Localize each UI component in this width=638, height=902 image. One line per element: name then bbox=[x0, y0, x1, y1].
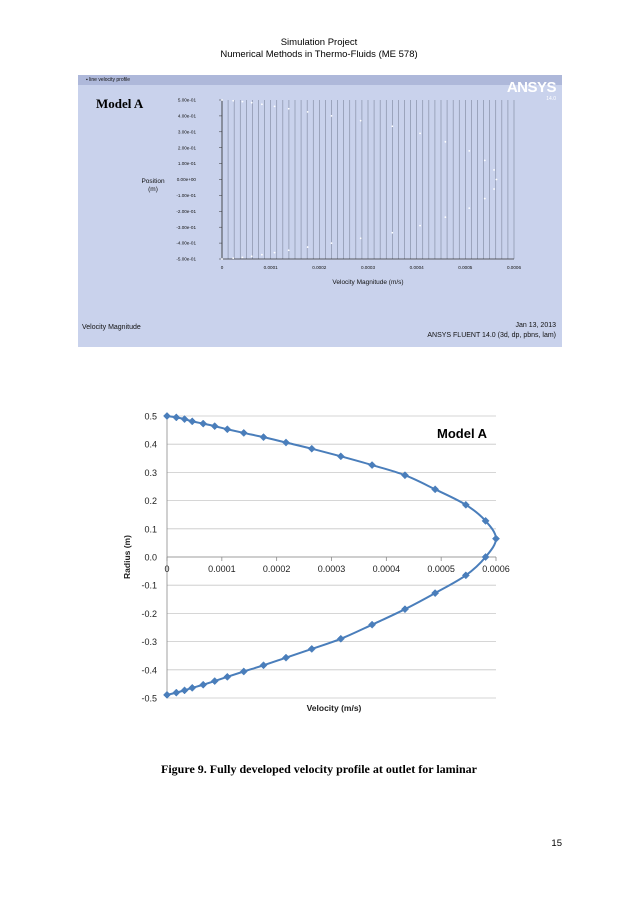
excel-data-marker bbox=[368, 461, 375, 468]
excel-data-marker bbox=[368, 621, 375, 628]
fluent-data-point bbox=[484, 198, 486, 200]
excel-y-tick-label: 0.3 bbox=[144, 467, 157, 478]
excel-data-marker bbox=[173, 689, 180, 696]
fluent-y-tick-label: -3.00e-01 bbox=[176, 224, 196, 230]
excel-x-tick-label: 0.0004 bbox=[372, 564, 401, 574]
fluent-x-tick-label: 0.0005 bbox=[458, 265, 473, 270]
fluent-data-point bbox=[331, 115, 333, 117]
excel-x-axis-title: Velocity (m/s) bbox=[306, 703, 362, 713]
fluent-y-tick-label: 1.00e-01 bbox=[177, 161, 196, 167]
fluent-data-point bbox=[232, 100, 234, 102]
excel-data-marker bbox=[260, 662, 267, 669]
fluent-y-tick-label: 2.00e-01 bbox=[177, 145, 196, 151]
fluent-data-point bbox=[232, 257, 234, 259]
fluent-data-point bbox=[468, 150, 470, 152]
fluent-data-point bbox=[251, 255, 253, 257]
excel-data-marker bbox=[211, 677, 218, 684]
fluent-data-point bbox=[444, 216, 446, 218]
ansys-version: 14.0 bbox=[546, 96, 556, 102]
fluent-x-title: Velocity Magnitude (m/s) bbox=[332, 279, 404, 286]
header-course-title: Numerical Methods in Thermo-Fluids (ME 578) bbox=[220, 49, 418, 60]
excel-y-tick-label: 0.0 bbox=[144, 552, 157, 563]
fluent-x-tick-label: 0.0004 bbox=[409, 265, 424, 270]
excel-data-marker bbox=[211, 423, 218, 430]
excel-x-tick-label: 0.0005 bbox=[427, 564, 455, 574]
fluent-y-tick-label: -4.00e-01 bbox=[176, 240, 196, 246]
fluent-y-tick-label: -5.00e-01 bbox=[176, 256, 196, 262]
fluent-x-tick-label: 0.0003 bbox=[360, 265, 376, 270]
fluent-plot-area bbox=[78, 85, 562, 315]
fluent-x-tick-label: 0.0006 bbox=[506, 265, 522, 270]
fluent-legend-label: line velocity profile bbox=[89, 77, 131, 83]
excel-data-marker bbox=[492, 535, 499, 542]
fluent-y-tick-label: -1.00e-01 bbox=[176, 193, 196, 198]
fluent-data-point bbox=[360, 120, 362, 122]
excel-y-axis-title: Radius (m) bbox=[122, 535, 132, 579]
fluent-data-point bbox=[221, 99, 223, 101]
fluent-y-tick-label: -2.00e-01 bbox=[176, 208, 196, 214]
fluent-y-tick-label: 0.00e+00 bbox=[176, 177, 196, 183]
excel-data-marker bbox=[260, 434, 267, 441]
fluent-data-point bbox=[331, 242, 333, 244]
fluent-x-tick-label: 0 bbox=[220, 265, 224, 270]
fluent-data-point bbox=[242, 257, 244, 259]
header-project-title: Simulation Project bbox=[280, 37, 358, 48]
excel-model-label: Model A bbox=[437, 426, 488, 441]
fluent-data-point bbox=[419, 132, 421, 134]
excel-data-marker bbox=[401, 606, 408, 613]
excel-data-marker bbox=[200, 420, 207, 427]
excel-data-marker bbox=[240, 429, 247, 436]
fluent-data-point bbox=[493, 169, 495, 171]
fluent-footer-variable: Velocity Magnitude bbox=[82, 324, 141, 331]
excel-data-marker bbox=[189, 418, 196, 425]
excel-y-tick-label: -0.4 bbox=[141, 665, 157, 676]
excel-y-tick-label: -0.5 bbox=[141, 693, 157, 704]
excel-data-marker bbox=[282, 654, 289, 661]
fluent-title-bar bbox=[78, 75, 562, 85]
excel-data-marker bbox=[337, 453, 344, 460]
ansys-logo: ANSYS bbox=[506, 79, 556, 96]
fluent-data-point bbox=[242, 101, 244, 103]
excel-data-marker bbox=[163, 691, 170, 698]
excel-y-tick-label: 0.5 bbox=[144, 411, 157, 422]
excel-y-tick-label: -0.1 bbox=[141, 580, 157, 591]
fluent-data-point bbox=[419, 225, 421, 227]
fluent-x-tick-label: 0.0002 bbox=[312, 265, 327, 270]
fluent-data-point bbox=[307, 111, 309, 113]
excel-data-marker bbox=[181, 416, 188, 423]
fluent-data-point bbox=[221, 258, 223, 260]
fluent-data-point bbox=[288, 249, 290, 251]
fluent-footer-solver: ANSYS FLUENT 14.0 (3d, dp, pbns, lam) bbox=[427, 332, 556, 339]
excel-x-tick-label: 0.0006 bbox=[482, 564, 510, 574]
fluent-data-point bbox=[251, 102, 253, 104]
excel-data-marker bbox=[163, 412, 170, 419]
excel-x-tick-label: 0.0002 bbox=[262, 564, 291, 574]
fluent-data-point bbox=[274, 105, 276, 107]
figure-caption: Figure 9. Fully developed velocity profile at outlet for laminar bbox=[161, 762, 477, 776]
fluent-data-point bbox=[307, 246, 309, 248]
fluent-footer-date: Jan 13, 2013 bbox=[515, 322, 556, 329]
excel-y-tick-label: -0.3 bbox=[141, 637, 157, 648]
fluent-data-point bbox=[274, 252, 276, 254]
fluent-y-title-line1: Position bbox=[141, 178, 165, 185]
excel-y-tick-label: 0.1 bbox=[144, 524, 157, 535]
excel-data-marker bbox=[308, 445, 315, 452]
excel-data-marker bbox=[224, 673, 231, 680]
excel-x-tick-label: 0.0003 bbox=[317, 564, 346, 574]
page-header bbox=[0, 37, 638, 61]
excel-data-marker bbox=[224, 426, 231, 433]
fluent-data-point bbox=[261, 103, 263, 105]
excel-data-marker bbox=[432, 486, 439, 493]
fluent-data-point bbox=[391, 232, 393, 234]
fluent-data-point bbox=[496, 179, 498, 181]
excel-data-marker bbox=[200, 681, 207, 688]
excel-y-tick-label: 0.4 bbox=[144, 439, 157, 450]
excel-x-tick-label: 0 bbox=[164, 564, 170, 574]
fluent-data-point bbox=[468, 207, 470, 209]
fluent-model-label: Model A bbox=[96, 96, 144, 111]
fluent-y-tick-label: 4.00e-01 bbox=[177, 113, 196, 119]
excel-data-marker bbox=[282, 439, 289, 446]
fluent-data-point bbox=[484, 160, 486, 162]
excel-data-marker bbox=[308, 645, 315, 652]
fluent-y-tick-label: 3.00e-01 bbox=[177, 129, 196, 135]
excel-series-line bbox=[167, 416, 496, 695]
fluent-footer-info bbox=[427, 321, 556, 341]
excel-velocity-chart bbox=[0, 400, 638, 720]
fluent-data-point bbox=[493, 188, 495, 190]
excel-y-tick-label: 0.2 bbox=[144, 496, 157, 507]
excel-y-tick-label: -0.2 bbox=[141, 608, 157, 619]
fluent-data-point bbox=[288, 108, 290, 110]
fluent-y-tick-label: 5.00e-01 bbox=[177, 97, 196, 103]
excel-data-marker bbox=[173, 414, 180, 421]
fluent-data-point bbox=[261, 254, 263, 256]
excel-data-marker bbox=[181, 687, 188, 694]
page-number: 15 bbox=[551, 838, 562, 849]
fluent-velocity-plot bbox=[78, 75, 562, 347]
fluent-legend: ▪ line velocity profile bbox=[86, 77, 131, 83]
fluent-data-point bbox=[360, 237, 362, 239]
fluent-x-tick-label: 0.0001 bbox=[263, 265, 278, 270]
fluent-y-title-line2: (m) bbox=[148, 186, 158, 193]
excel-x-tick-label: 0.0001 bbox=[208, 564, 236, 574]
excel-data-marker bbox=[189, 684, 196, 691]
fluent-data-point bbox=[444, 141, 446, 143]
fluent-data-point bbox=[391, 125, 393, 127]
excel-data-marker bbox=[240, 668, 247, 675]
